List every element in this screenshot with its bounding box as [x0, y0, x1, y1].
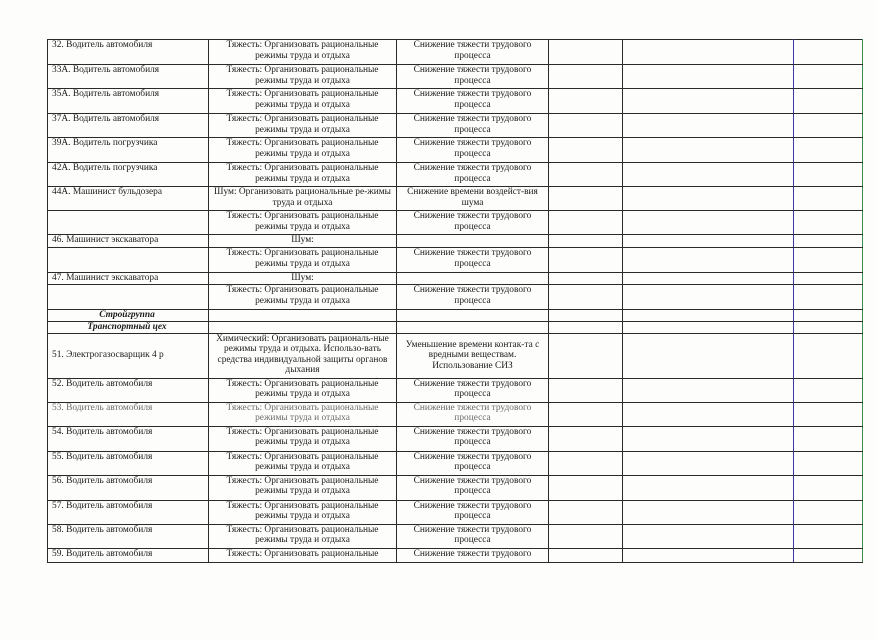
cell-empty: [549, 114, 623, 138]
cell-result: Уменьшение времени контак-та с вредными веществам. Использование СИЗ: [397, 333, 549, 378]
cell-empty: [623, 402, 794, 426]
cell-empty: [549, 321, 623, 333]
cell-measure: Тяжесть: Организовать рациональные режимы труда и отдыха: [209, 285, 397, 310]
cell-result: Снижение тяжести трудового процесса: [397, 378, 549, 402]
cell-empty: [623, 138, 794, 163]
cell-position: 35А. Водитель автомобиля: [48, 89, 209, 114]
cell-position: 42А. Водитель погрузчика: [48, 163, 209, 187]
table-row: [48, 235, 863, 248]
cell-empty: [794, 451, 863, 475]
cell-empty: [623, 310, 794, 322]
table-row: [48, 548, 863, 562]
cell-result: Снижение тяжести трудового процесса: [397, 500, 549, 524]
cell-result: [397, 321, 549, 333]
cell-measure: Тяжесть: Организовать рациональные режимы труда и отдыха: [209, 138, 397, 163]
cell-empty: [549, 211, 623, 235]
cell-position: 56. Водитель автомобиля: [48, 475, 209, 500]
cell-position: 57. Водитель автомобиля: [48, 500, 209, 524]
table-row: [48, 163, 863, 187]
table-row: [48, 500, 863, 524]
cell-empty: [794, 378, 863, 402]
cell-position: 54. Водитель автомобиля: [48, 426, 209, 451]
section-row: [48, 321, 863, 333]
cell-empty: [794, 273, 863, 285]
cell-measure: Тяжесть: Организовать рациональные режимы труда и отдыха: [209, 89, 397, 114]
cell-result: Снижение тяжести трудового процесса: [397, 138, 549, 163]
cell-empty: [549, 163, 623, 187]
cell-result: Снижение тяжести трудового процесса: [397, 163, 549, 187]
cell-empty: [623, 273, 794, 285]
cell-empty: [794, 524, 863, 548]
cell-empty: [623, 248, 794, 273]
cell-empty: [623, 475, 794, 500]
cell-empty: [623, 235, 794, 248]
cell-measure: Тяжесть: Организовать рациональные режимы труда и отдыха: [209, 378, 397, 402]
cell-result: Снижение тяжести трудового процесса: [397, 114, 549, 138]
cell-position: 53. Водитель автомобиля: [48, 402, 209, 426]
table-body: [48, 40, 863, 563]
table-row: [48, 402, 863, 426]
cell-position: 46. Машинист экскаватора: [48, 235, 209, 248]
cell-empty: [549, 187, 623, 211]
cell-result: Снижение тяжести трудового процесса: [397, 89, 549, 114]
cell-empty: [623, 321, 794, 333]
cell-empty: [794, 40, 863, 65]
cell-measure: Тяжесть: Организовать рациональные: [209, 548, 397, 562]
cell-empty: [623, 163, 794, 187]
cell-empty: [549, 310, 623, 322]
cell-result: [397, 273, 549, 285]
cell-empty: [623, 114, 794, 138]
cell-empty: [794, 333, 863, 378]
cell-position: [48, 248, 209, 273]
cell-position: 37А. Водитель автомобиля: [48, 114, 209, 138]
cell-measure: [209, 321, 397, 333]
cell-position: 47. Машинист экскаватора: [48, 273, 209, 285]
cell-position: 59. Водитель автомобиля: [48, 548, 209, 562]
cell-measure: Тяжесть: Организовать рациональные режимы труда и отдыха: [209, 65, 397, 89]
cell-measure: Тяжесть: Организовать рациональные режимы труда и отдыха: [209, 114, 397, 138]
table-row: [48, 89, 863, 114]
table-row: [48, 273, 863, 285]
cell-position: [48, 285, 209, 310]
cell-empty: [794, 285, 863, 310]
cell-position: 33А. Водитель автомобиля: [48, 65, 209, 89]
cell-measure: Шум:: [209, 235, 397, 248]
table-row: [48, 451, 863, 475]
cell-empty: [549, 273, 623, 285]
cell-empty: [794, 65, 863, 89]
cell-position: 39А. Водитель погрузчика: [48, 138, 209, 163]
cell-empty: [623, 333, 794, 378]
cell-empty: [623, 211, 794, 235]
cell-empty: [794, 211, 863, 235]
cell-empty: [623, 187, 794, 211]
cell-result: Снижение времени воздейст-вия шума: [397, 187, 549, 211]
cell-empty: [794, 248, 863, 273]
table-row: [48, 475, 863, 500]
cell-measure: Тяжесть: Организовать рациональные режимы труда и отдыха: [209, 475, 397, 500]
cell-result: Снижение тяжести трудового процесса: [397, 475, 549, 500]
cell-position: 55. Водитель автомобиля: [48, 451, 209, 475]
cell-empty: [794, 500, 863, 524]
table-row: [48, 211, 863, 235]
section-row: [48, 310, 863, 322]
cell-empty: [794, 187, 863, 211]
cell-empty: [623, 65, 794, 89]
cell-measure: Тяжесть: Организовать рациональные режимы труда и отдыха: [209, 211, 397, 235]
table-row: [48, 138, 863, 163]
measures-table: [47, 39, 863, 563]
cell-position: 58. Водитель автомобиля: [48, 524, 209, 548]
cell-empty: [794, 89, 863, 114]
cell-measure: Тяжесть: Организовать рациональные режимы труда и отдыха: [209, 163, 397, 187]
table-row: [48, 426, 863, 451]
cell-measure: [209, 310, 397, 322]
cell-position: Стройгруппа: [48, 310, 209, 322]
cell-measure: Тяжесть: Организовать рациональные режимы труда и отдыха: [209, 524, 397, 548]
cell-result: Снижение тяжести трудового процесса: [397, 451, 549, 475]
cell-result: Снижение тяжести трудового: [397, 548, 549, 562]
cell-result: [397, 235, 549, 248]
table-row: [48, 40, 863, 65]
cell-result: [397, 310, 549, 322]
cell-empty: [794, 321, 863, 333]
cell-measure: Тяжесть: Организовать рациональные режимы труда и отдыха: [209, 248, 397, 273]
table-row: [48, 114, 863, 138]
cell-position: 52. Водитель автомобиля: [48, 378, 209, 402]
cell-empty: [549, 402, 623, 426]
table-row: [48, 187, 863, 211]
cell-empty: [549, 138, 623, 163]
cell-empty: [549, 378, 623, 402]
cell-measure: Шум:: [209, 273, 397, 285]
cell-empty: [623, 378, 794, 402]
cell-empty: [794, 163, 863, 187]
cell-empty: [623, 285, 794, 310]
cell-empty: [794, 402, 863, 426]
cell-empty: [794, 235, 863, 248]
table-row: [48, 378, 863, 402]
table-row: [48, 524, 863, 548]
table-row: [48, 285, 863, 310]
cell-empty: [549, 235, 623, 248]
cell-result: Снижение тяжести трудового процесса: [397, 40, 549, 65]
cell-measure: Химический: Организовать рациональ-ные режимы труда и отдыха. Использо-вать средства индивидуальной защиты органов дыхания: [209, 333, 397, 378]
cell-empty: [623, 426, 794, 451]
cell-result: Снижение тяжести трудового процесса: [397, 285, 549, 310]
cell-empty: [623, 40, 794, 65]
cell-empty: [549, 65, 623, 89]
cell-empty: [549, 548, 623, 562]
cell-result: Снижение тяжести трудового процесса: [397, 524, 549, 548]
cell-result: Снижение тяжести трудового процесса: [397, 402, 549, 426]
cell-empty: [549, 524, 623, 548]
cell-empty: [623, 451, 794, 475]
cell-measure: Тяжесть: Организовать рациональные режимы труда и отдыха: [209, 426, 397, 451]
cell-result: Снижение тяжести трудового процесса: [397, 65, 549, 89]
cell-result: Снижение тяжести трудового процесса: [397, 211, 549, 235]
table-row: [48, 333, 863, 378]
cell-empty: [623, 548, 794, 562]
cell-result: Снижение тяжести трудового процесса: [397, 426, 549, 451]
cell-position: 51. Электрогазосварщик 4 р: [48, 333, 209, 378]
cell-empty: [794, 426, 863, 451]
cell-position: [48, 211, 209, 235]
cell-empty: [794, 548, 863, 562]
cell-empty: [623, 500, 794, 524]
cell-empty: [794, 114, 863, 138]
cell-empty: [549, 500, 623, 524]
cell-empty: [623, 89, 794, 114]
cell-measure: Тяжесть: Организовать рациональные режимы труда и отдыха: [209, 500, 397, 524]
cell-empty: [549, 333, 623, 378]
table-row: [48, 248, 863, 273]
cell-measure: Тяжесть: Организовать рациональные режимы труда и отдыха: [209, 451, 397, 475]
cell-measure: Шум: Организовать рациональные ре-жимы труда и отдыха: [209, 187, 397, 211]
cell-position: Транспортный цех: [48, 321, 209, 333]
cell-empty: [794, 475, 863, 500]
cell-empty: [549, 426, 623, 451]
cell-empty: [549, 40, 623, 65]
cell-position: 44А. Машинист бульдозера: [48, 187, 209, 211]
cell-empty: [549, 248, 623, 273]
cell-empty: [794, 138, 863, 163]
cell-empty: [623, 524, 794, 548]
cell-result: Снижение тяжести трудового процесса: [397, 248, 549, 273]
cell-empty: [549, 451, 623, 475]
table-row: [48, 65, 863, 89]
cell-empty: [549, 475, 623, 500]
cell-empty: [549, 285, 623, 310]
cell-measure: Тяжесть: Организовать рациональные режимы труда и отдыха: [209, 40, 397, 65]
cell-empty: [794, 310, 863, 322]
cell-empty: [549, 89, 623, 114]
cell-position: 32. Водитель автомобиля: [48, 40, 209, 65]
cell-measure: Тяжесть: Организовать рациональные режимы труда и отдыха: [209, 402, 397, 426]
